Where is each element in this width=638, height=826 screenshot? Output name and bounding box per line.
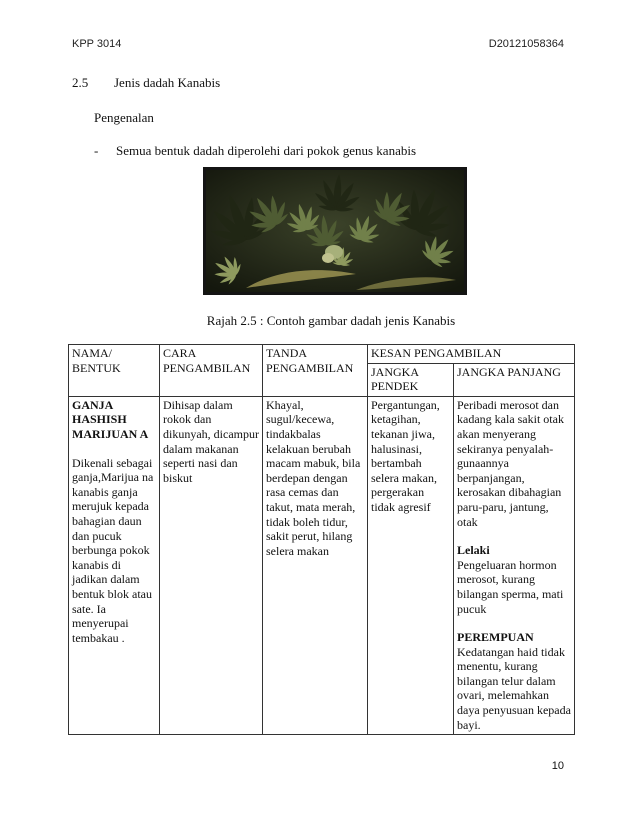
- table-row: [69, 396, 575, 734]
- intro-heading: Pengenalan: [94, 110, 154, 125]
- cannabis-plant-illustration: [206, 170, 464, 292]
- long-term-general: Peribadi merosot dan kadang kala sakit otak akan menyerang sekiranya penyalah-gunaannya berpanjangan, kerosakan dibahagian paru-paru, jantung, otak: [457, 397, 564, 529]
- header-student-id: D20121058364: [488, 38, 564, 50]
- male-effects: Pengeluaran hormon merosot, kurang bilangan sperma, mati pucuk: [457, 557, 564, 616]
- drug-names: GANJA HASHISH MARIJUAN A: [72, 397, 149, 441]
- header-jangka-panjang: JANGKA PANJANG: [454, 363, 575, 396]
- cell-jangka-pendek: Pergantungan, ketagihan, tekanan jiwa, halusinasi, bertambah selera makan, pergerakan tidak agresif: [368, 396, 454, 734]
- header-nama-bentuk: NAMA/ BENTUK: [69, 345, 160, 397]
- cell-nama-bentuk: [69, 396, 160, 734]
- cell-cara-pengambilan: Dihisap dalam rokok dan dikunyah, dicampur dalam makanan seperti nasi dan biskut: [160, 396, 263, 734]
- figure-caption: [0, 313, 638, 329]
- cell-jangka-panjang: [454, 396, 575, 734]
- cannabis-photo: [203, 167, 467, 295]
- header-cara-pengambilan: CARA PENGAMBILAN: [160, 345, 263, 397]
- header-course-code: KPP 3014: [72, 38, 122, 50]
- section-number: 2.5: [72, 75, 89, 90]
- cell-tanda-pengambilan: Khayal, sugul/kecewa, tindakbalas kelakuan berubah macam mabuk, bila berdepan dengan rasa cemas dan takut, mata merah, tidak boleh tidur, sakit perut, hilang selera makan: [263, 396, 368, 734]
- table-header-row: [69, 345, 575, 364]
- section-title: Jenis dadah Kanabis: [114, 75, 221, 90]
- figure-caption-text: Rajah 2.5 : Contoh gambar dadah jenis Kanabis: [206, 313, 456, 328]
- drug-effects-table: [68, 344, 575, 735]
- header-jangka-pendek: JANGKA PENDEK: [368, 363, 454, 396]
- drug-description: Dikenali sebagai ganja,Marijua na kanabis ganja merujuk kepada bahagian daun dan pucuk berbunga pokok kanabis di jadikan dalam bentuk blok atau sate. Ia menyerupai tembakau .: [72, 455, 154, 645]
- bullet-text: Semua bentuk dadah diperolehi dari pokok genus kanabis: [116, 143, 417, 158]
- bullet-dash: -: [94, 143, 99, 158]
- header-kesan-pengambilan: KESAN PENGAMBILAN: [368, 345, 575, 364]
- female-label: PEREMPUAN: [457, 630, 534, 645]
- female-effects: Kedatangan haid tidak menentu, kurang bilangan telur dalam ovari, melemahkan daya penyusuan kepada bayi.: [457, 644, 571, 732]
- male-label: Lelaki: [457, 543, 490, 558]
- page-number: 10: [551, 760, 564, 772]
- header-tanda-pengambilan: TANDA PENGAMBILAN: [263, 345, 368, 397]
